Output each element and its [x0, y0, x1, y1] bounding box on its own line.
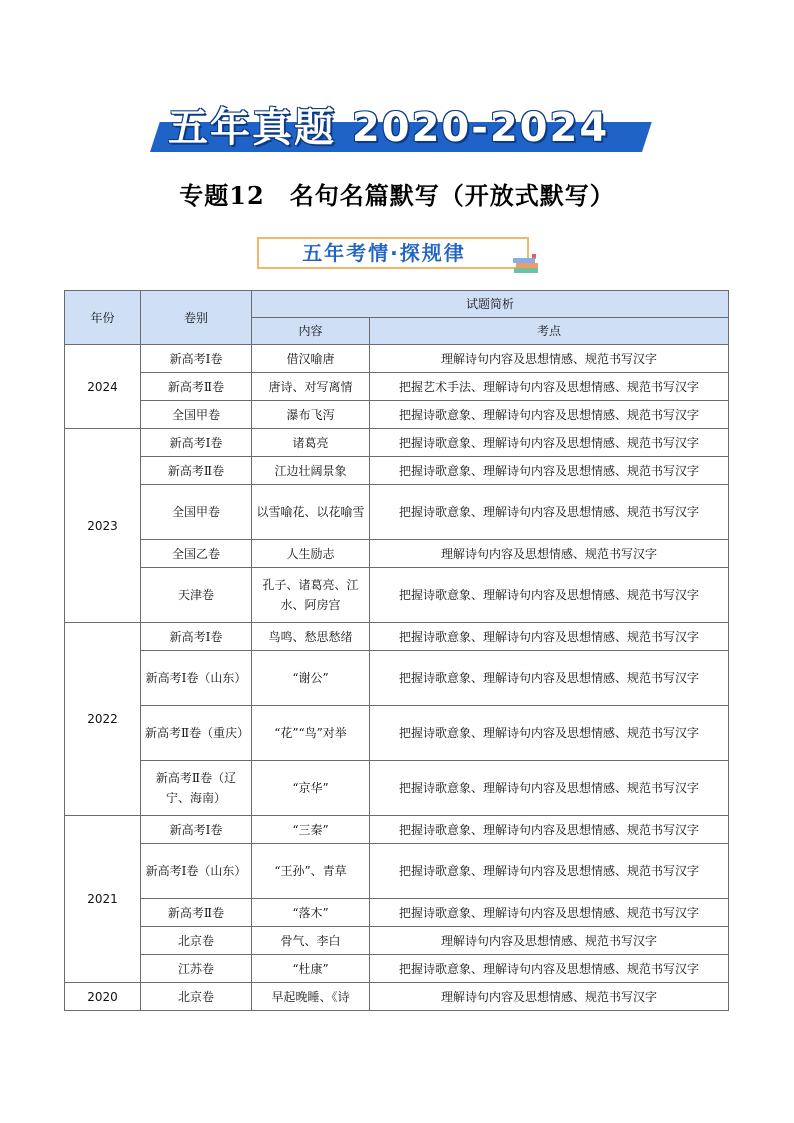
content-cell: “落木” [252, 899, 370, 927]
point-cell: 把握诗歌意象、理解诗句内容及思想情感、规范书写汉字 [370, 899, 729, 927]
table-row [65, 457, 729, 485]
table-row [65, 623, 729, 651]
paper-cell: 全国甲卷 [141, 401, 252, 429]
paper-cell: 新高考Ⅱ卷（辽宁、海南） [141, 761, 252, 816]
paper-cell: 全国甲卷 [141, 485, 252, 540]
section-tag [257, 237, 529, 269]
paper-cell: 新高考Ⅰ卷（山东） [141, 651, 252, 706]
table-row [65, 955, 729, 983]
point-cell: 理解诗句内容及思想情感、规范书写汉字 [370, 983, 729, 1011]
point-cell: 理解诗句内容及思想情感、规范书写汉字 [370, 927, 729, 955]
content-cell: “京华” [252, 761, 370, 816]
content-cell: 鸟鸣、愁思愁绪 [252, 623, 370, 651]
books-icon [512, 254, 540, 274]
table-row [65, 927, 729, 955]
content-cell: 早起晚睡、《诗 [252, 983, 370, 1011]
paper-cell: 新高考Ⅰ卷 [141, 623, 252, 651]
point-cell: 理解诗句内容及思想情感、规范书写汉字 [370, 540, 729, 568]
table-row [65, 983, 729, 1011]
topic-subtitle: 专题12 名句名篇默写（开放式默写） [179, 181, 615, 210]
point-cell: 把握诗歌意象、理解诗句内容及思想情感、规范书写汉字 [370, 955, 729, 983]
paper-cell: 天津卷 [141, 568, 252, 623]
table-row [65, 429, 729, 457]
year-cell: 2021 [65, 816, 141, 983]
point-cell: 把握艺术手法、理解诗句内容及思想情感、规范书写汉字 [370, 373, 729, 401]
point-cell: 把握诗歌意象、理解诗句内容及思想情感、规范书写汉字 [370, 457, 729, 485]
header-point: 考点 [370, 318, 729, 345]
content-cell: “杜康” [252, 955, 370, 983]
content-cell: “花”“鸟”对举 [252, 706, 370, 761]
point-cell: 把握诗歌意象、理解诗句内容及思想情感、规范书写汉字 [370, 706, 729, 761]
point-cell: 把握诗歌意象、理解诗句内容及思想情感、规范书写汉字 [370, 429, 729, 457]
paper-cell: 新高考Ⅱ卷（重庆） [141, 706, 252, 761]
section-tag-label: 五年考情·探规律 [302, 241, 466, 265]
point-cell: 把握诗歌意象、理解诗句内容及思想情感、规范书写汉字 [370, 816, 729, 844]
content-cell: 借汉喻唐 [252, 345, 370, 373]
paper-cell: 新高考Ⅱ卷 [141, 899, 252, 927]
paper-cell: 新高考Ⅱ卷 [141, 373, 252, 401]
point-cell: 把握诗歌意象、理解诗句内容及思想情感、规范书写汉字 [370, 568, 729, 623]
table-row [65, 345, 729, 373]
content-cell: 骨气、李白 [252, 927, 370, 955]
exam-analysis-table [64, 290, 729, 1011]
point-cell: 把握诗歌意象、理解诗句内容及思想情感、规范书写汉字 [370, 623, 729, 651]
point-cell: 把握诗歌意象、理解诗句内容及思想情感、规范书写汉字 [370, 651, 729, 706]
paper-cell: 新高考Ⅰ卷（山东） [141, 844, 252, 899]
content-cell: 孔子、诸葛亮、江水、阿房宫 [252, 568, 370, 623]
table-row [65, 761, 729, 816]
point-cell: 把握诗歌意象、理解诗句内容及思想情感、规范书写汉字 [370, 761, 729, 816]
paper-cell: 新高考Ⅰ卷 [141, 345, 252, 373]
paper-cell: 北京卷 [141, 927, 252, 955]
content-cell: 江边壮阔景象 [252, 457, 370, 485]
table-row [65, 401, 729, 429]
table-row [65, 373, 729, 401]
table-row [65, 844, 729, 899]
header-content: 内容 [252, 318, 370, 345]
table-row [65, 706, 729, 761]
table-body [65, 345, 729, 1011]
paper-cell: 新高考Ⅱ卷 [141, 457, 252, 485]
point-cell: 把握诗歌意象、理解诗句内容及思想情感、规范书写汉字 [370, 844, 729, 899]
year-cell: 2020 [65, 983, 141, 1011]
header-year: 年份 [65, 291, 141, 345]
table-row [65, 899, 729, 927]
paper-cell: 新高考Ⅰ卷 [141, 429, 252, 457]
content-cell: 唐诗、对写离情 [252, 373, 370, 401]
content-cell: “三秦” [252, 816, 370, 844]
header-paper: 卷别 [141, 291, 252, 345]
point-cell: 理解诗句内容及思想情感、规范书写汉字 [370, 345, 729, 373]
paper-cell: 江苏卷 [141, 955, 252, 983]
table-row [65, 568, 729, 623]
paper-cell: 北京卷 [141, 983, 252, 1011]
banner-title: 五年真题 2020-2024 [168, 105, 610, 151]
title-banner [150, 96, 642, 156]
content-cell: 诸葛亮 [252, 429, 370, 457]
content-cell: “谢公” [252, 651, 370, 706]
point-cell: 把握诗歌意象、理解诗句内容及思想情感、规范书写汉字 [370, 401, 729, 429]
content-cell: “王孙”、青草 [252, 844, 370, 899]
year-cell: 2022 [65, 623, 141, 816]
content-cell: 人生励志 [252, 540, 370, 568]
table-row [65, 651, 729, 706]
year-cell: 2023 [65, 429, 141, 623]
year-cell: 2024 [65, 345, 141, 429]
header-analysis: 试题简析 [252, 291, 729, 318]
table-row [65, 485, 729, 540]
content-cell: 以雪喻花、以花喻雪 [252, 485, 370, 540]
paper-cell: 全国乙卷 [141, 540, 252, 568]
table-row [65, 540, 729, 568]
content-cell: 瀑布飞泻 [252, 401, 370, 429]
paper-cell: 新高考Ⅰ卷 [141, 816, 252, 844]
point-cell: 把握诗歌意象、理解诗句内容及思想情感、规范书写汉字 [370, 485, 729, 540]
table-row [65, 816, 729, 844]
